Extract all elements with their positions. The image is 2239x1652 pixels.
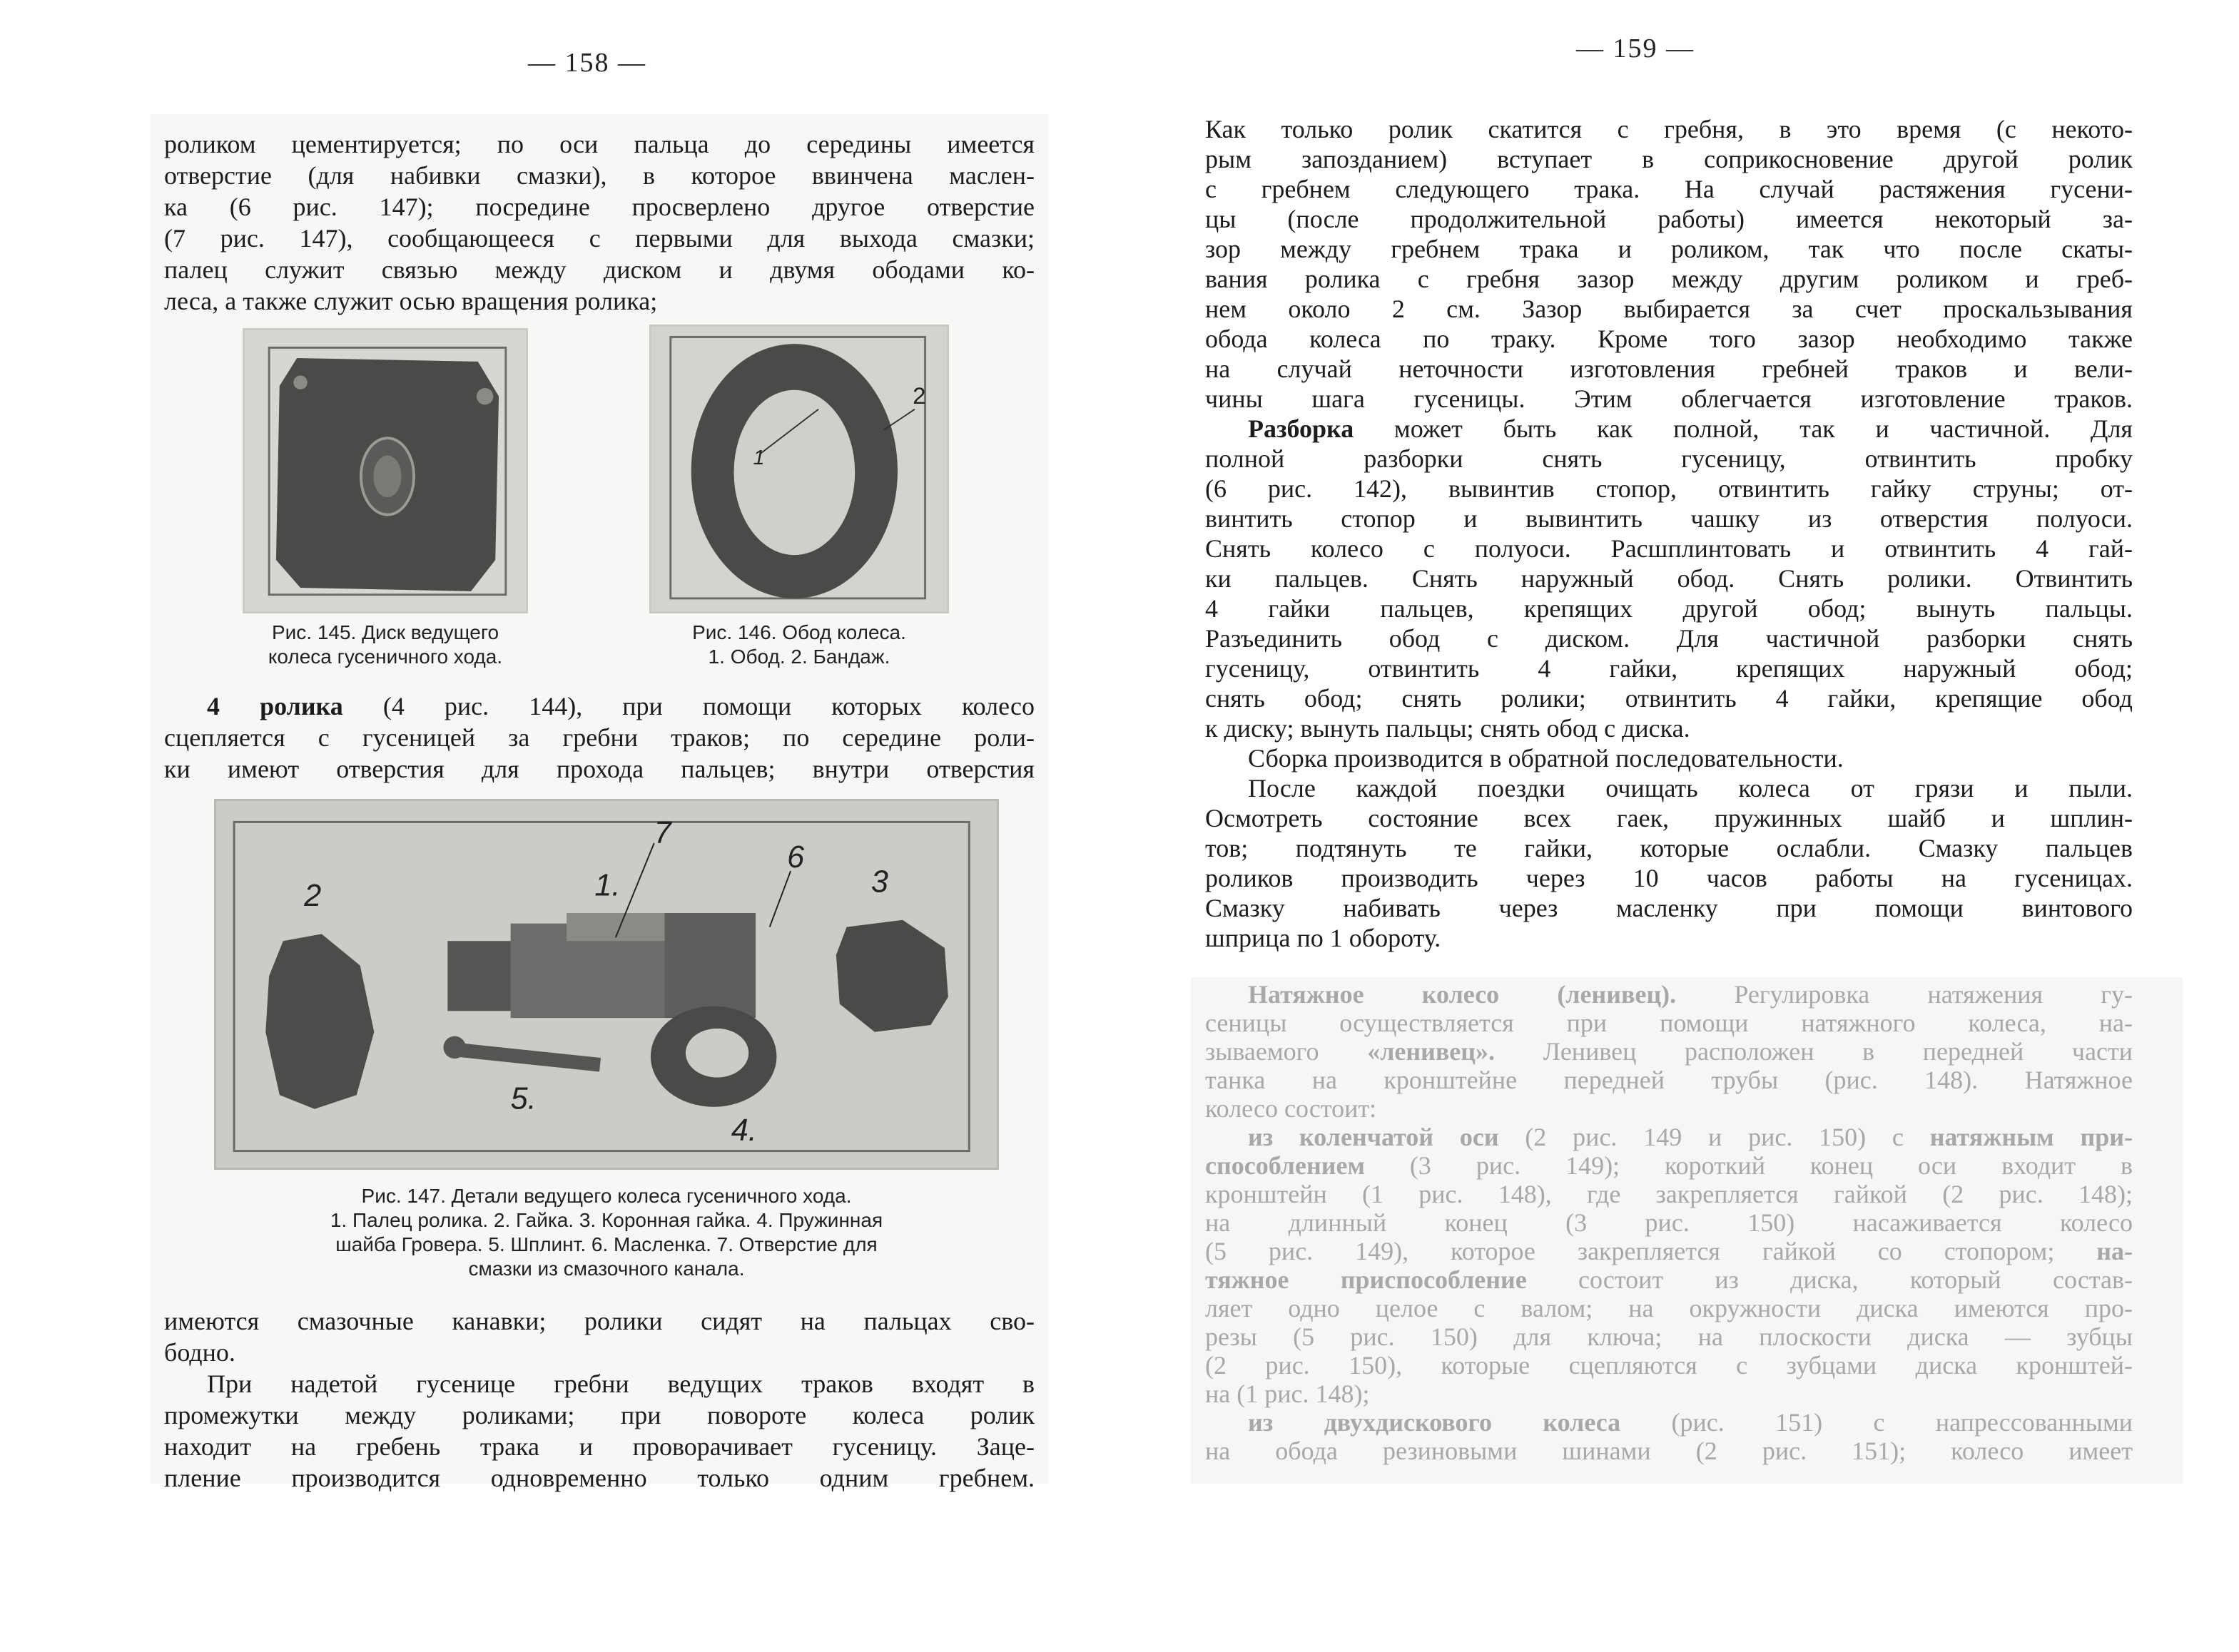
bold-term: 4 ролика bbox=[207, 692, 343, 720]
figure-145-caption bbox=[221, 621, 549, 669]
page-number: — 159 — bbox=[1576, 34, 1695, 63]
text-line: Как только ролик скатится с гребня, в это время (с некото- bbox=[1205, 115, 2133, 143]
rollers-paragraph bbox=[164, 690, 1035, 785]
fig147-label-4: 4. bbox=[731, 1113, 757, 1148]
caption-line: Рис. 146. Обод колеса. bbox=[692, 621, 906, 643]
text-line: Снять колесо с полуоси. Расшплинтовать и отвинтить 4 гай- bbox=[1205, 534, 2133, 563]
text-line: Сборка производится в обратной последовательности. bbox=[1248, 744, 1844, 773]
text-span: состоит из диска, который состав- bbox=[1526, 1265, 2133, 1294]
text-line bbox=[1205, 980, 2133, 1009]
fig146-label-1: 1 bbox=[753, 446, 765, 469]
castle-nut-part bbox=[836, 920, 948, 1032]
text-span: (5 рис. 149), которое закрепляется гайкой со стопором; bbox=[1205, 1237, 2097, 1265]
text-line: вания ролика с гребня зазор между другим роликом и греб- bbox=[1205, 265, 2133, 293]
bold-term: Натяжное колесо (ленивец). bbox=[1248, 980, 1677, 1009]
caption-line: Рис. 147. Детали ведущего колеса гусеничного хода. bbox=[361, 1185, 852, 1207]
caption-line: колеса гусеничного хода. bbox=[268, 646, 503, 668]
text-line: отверстие (для набивки смазки), в которое ввинчена маслен- bbox=[164, 161, 1035, 190]
caption-line: смазки из смазочного канала. bbox=[468, 1258, 745, 1280]
bold-term: из коленчатой оси bbox=[1248, 1123, 1499, 1151]
text-line: При надетой гусенице гребни ведущих траков входят в bbox=[207, 1370, 1035, 1398]
text-line: зор между гребнем трака и роликом, так что после скаты- bbox=[1205, 235, 2133, 263]
right-page bbox=[1120, 0, 2239, 1652]
text-line: рым запозданием) вступает в соприкосновение другой ролик bbox=[1205, 145, 2133, 173]
text-line: ки пальцев. Снять наружный обод. Снять ролики. Отвинтить bbox=[1205, 564, 2133, 593]
nut-part bbox=[265, 934, 374, 1108]
text-span: может быть как полной, так и частичной. Для bbox=[1354, 414, 2133, 443]
page-number: — 158 — bbox=[528, 48, 646, 78]
fig147-label-6: 6 bbox=[787, 840, 805, 875]
text-line: ка (6 рис. 147); посредине просверлено другое отверстие bbox=[164, 193, 1035, 221]
figure-147-photo bbox=[214, 799, 999, 1170]
text-line bbox=[164, 690, 1035, 722]
wheel-rim-illustration bbox=[651, 327, 949, 613]
text-line: 4 гайки пальцев, крепящих другой обод; вынуть пальцы. bbox=[1205, 594, 2133, 623]
bold-term: из двухдискового колеса bbox=[1248, 1408, 1621, 1437]
bold-term: способлением bbox=[1205, 1151, 1365, 1180]
text-line: винтить стопор и вывинтить чашку из отверстия полуоси. bbox=[1205, 504, 2133, 533]
text-line: ки имеют отверстия для прохода пальцев; внутри отверстия bbox=[164, 755, 1035, 783]
caption-line: 1. Обод. 2. Бандаж. bbox=[708, 646, 890, 668]
figure-147-caption bbox=[207, 1184, 1006, 1281]
bold-term: «ленивец». bbox=[1367, 1037, 1496, 1066]
closing-paragraph bbox=[164, 1305, 1035, 1494]
text-line: нем около 2 см. Зазор выбирается за счет проскальзывания bbox=[1205, 295, 2133, 323]
drive-disc-illustration bbox=[245, 330, 528, 613]
text-line: танка на кронштейне передней трубы (рис. 148). Натяжное bbox=[1205, 1066, 2133, 1094]
fig146-label-2: 2 bbox=[913, 382, 926, 409]
fig147-label-7: 7 bbox=[654, 815, 671, 850]
text-line: (6 рис. 142), вывинтив стопор, отвинтить гайку струны; от- bbox=[1205, 474, 2133, 503]
text-line: леса, а также служит осью вращения ролика; bbox=[164, 287, 658, 315]
bold-term: Разборка bbox=[1248, 414, 1354, 443]
text-line: к диску; вынуть пальцы; снять обод с диска. bbox=[1205, 714, 1690, 743]
text-line: (2 рис. 150), которые сцепляются с зубцами диска кронштей- bbox=[1205, 1351, 2133, 1380]
text-line: цы (после продолжительной работы) имеется некоторый за- bbox=[1205, 205, 2133, 233]
right-text-block bbox=[1205, 114, 2133, 953]
fig147-label-1: 1. bbox=[594, 868, 621, 903]
text-line: Разъединить обод с диском. Для частичной разборки снять bbox=[1205, 624, 2133, 653]
text-line: роликом цементируется; по оси пальца до середины имеется bbox=[164, 130, 1035, 158]
text-line: (7 рис. 147), сообщающееся с первыми для выхода смазки; bbox=[164, 224, 1035, 253]
text-line bbox=[1205, 1037, 2133, 1066]
text-line: сеницы осуществляется при помощи натяжного колеса, на- bbox=[1205, 1009, 2133, 1037]
text-line: роликов производить через 10 часов работы на гусеницах. bbox=[1205, 864, 2133, 892]
text-line: резы (5 рис. 150) для ключа; на плоскости диска — зубцы bbox=[1205, 1322, 2133, 1351]
bold-term: на- bbox=[2096, 1237, 2133, 1265]
text-line bbox=[1205, 1408, 2133, 1437]
text-line bbox=[1205, 1151, 2133, 1180]
text-line: палец служит связью между диском и двумя ободами ко- bbox=[164, 255, 1035, 284]
text-line: Смазку набивать через масленку при помощи винтового bbox=[1205, 894, 2133, 922]
drive-wheel-parts-illustration bbox=[216, 801, 999, 1170]
fig147-label-3: 3 bbox=[870, 865, 888, 899]
text-line: После каждой поездки очищать колеса от грязи и пыли. bbox=[1248, 774, 2133, 802]
figure-146-caption bbox=[635, 621, 963, 669]
faded-text-block bbox=[1205, 980, 2133, 1465]
figure-145-photo bbox=[243, 328, 528, 613]
text-line: шприца по 1 обороту. bbox=[1205, 924, 1441, 952]
text-line bbox=[1205, 414, 2133, 444]
text-span: (3 рис. 149); короткий конец оси входит в bbox=[1364, 1151, 2133, 1180]
text-line: сцепляется с гусеницей за гребни траков; по середине роли- bbox=[164, 723, 1035, 752]
text-line: полной разборки снять гусеницу, отвинтить пробку bbox=[1205, 444, 2133, 473]
text-line: на длинный конец (3 рис. 150) насаживается колесо bbox=[1205, 1208, 2133, 1237]
text-line: Осмотреть состояние всех гаек, пружинных шайб и шплин- bbox=[1205, 804, 2133, 832]
intro-paragraph bbox=[164, 128, 1035, 317]
cotter-pin-part bbox=[453, 1042, 601, 1071]
text-line: ляет одно целое с валом; на окружности диска имеются про- bbox=[1205, 1294, 2133, 1322]
bold-term: натяжным при- bbox=[1929, 1123, 2133, 1151]
caption-line: 1. Палец ролика. 2. Гайка. 3. Коронная гайка. 4. Пружинная bbox=[330, 1209, 883, 1231]
text-line: снять обод; снять ролики; отвинтить 4 гайки, крепящие обод bbox=[1205, 684, 2133, 713]
text-span: (4 рис. 144), при помощи которых колесо bbox=[342, 692, 1035, 720]
text-line: гусеницу, отвинтить 4 гайки, крепящих наружный обод; bbox=[1205, 654, 2133, 683]
text-span: (рис. 151) с напрессованными bbox=[1620, 1408, 2133, 1437]
text-line: имеются смазочные канавки; ролики сидят на пальцах сво- bbox=[164, 1307, 1035, 1335]
text-line: находит на гребень трака и проворачивает гусеницу. Заце- bbox=[164, 1432, 1035, 1461]
text-line: пление производится одновременно только одним гребнем. bbox=[164, 1464, 1035, 1492]
text-span: (2 рис. 149 и рис. 150) с bbox=[1498, 1123, 1930, 1151]
text-line: колесо состоит: bbox=[1205, 1094, 1377, 1123]
text-span: Ленивец расположен в передней части bbox=[1495, 1037, 2133, 1066]
text-line: с гребнем следующего трака. На случай растяжения гусени- bbox=[1205, 175, 2133, 203]
text-line: кронштейн (1 рис. 148), где закрепляется гайкой (2 рис. 148); bbox=[1205, 1180, 2133, 1208]
text-line: обода колеса по траку. Кроме того зазор необходимо также bbox=[1205, 325, 2133, 353]
text-line: тов; подтянуть те гайки, которые ослабли. Смазку пальцев bbox=[1205, 834, 2133, 862]
text-line bbox=[1205, 1237, 2133, 1265]
fig147-label-5: 5. bbox=[510, 1081, 537, 1116]
caption-line: Рис. 145. Диск ведущего bbox=[271, 621, 499, 643]
text-line: на (1 рис. 148); bbox=[1205, 1380, 1370, 1408]
text-line: на случай неточности изготовления гребней траков и вели- bbox=[1205, 355, 2133, 383]
text-line: бодно. bbox=[164, 1338, 235, 1367]
bold-term: тяжное приспособление bbox=[1205, 1265, 1527, 1294]
text-line: на обода резиновыми шинами (2 рис. 151); колесо имеет bbox=[1205, 1437, 2133, 1465]
fig147-label-2: 2 bbox=[304, 879, 322, 914]
text-span: зываемого bbox=[1205, 1037, 1368, 1066]
caption-line: шайба Гровера. 5. Шплинт. 6. Масленка. 7. Отверстие для bbox=[335, 1233, 878, 1255]
text-line: чины шага гусеницы. Этим облегчается изготовление траков. bbox=[1205, 384, 2133, 413]
text-span: Регулировка натяжения гу- bbox=[1676, 980, 2133, 1009]
text-line bbox=[1205, 1265, 2133, 1294]
text-line: промежутки между роликами; при повороте колеса ролик bbox=[164, 1401, 1035, 1429]
text-line bbox=[1205, 1123, 2133, 1151]
figure-146-photo bbox=[649, 325, 949, 613]
